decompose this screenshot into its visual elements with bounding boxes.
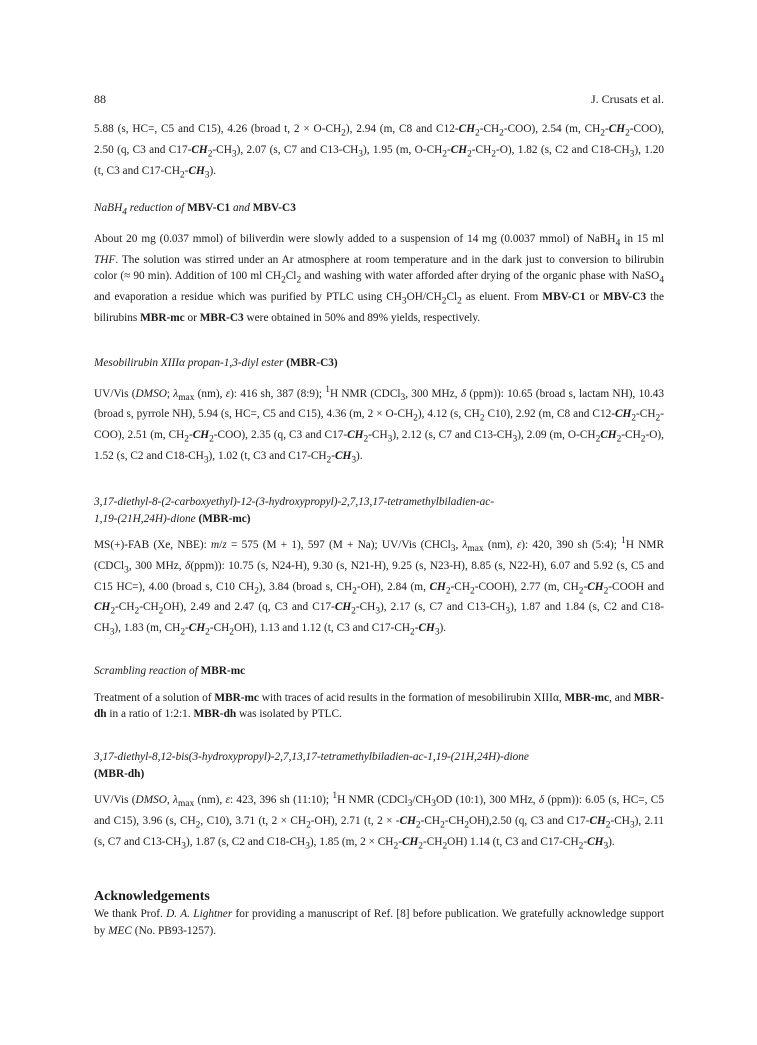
running-head [94, 92, 664, 107]
page-number: 88 [94, 92, 106, 106]
section-heading: NaBH$_4$ reduction of MBV-C1 and MBV-C3 [94, 202, 296, 218]
nmr-continuation-paragraph: 5.88 (s, HC=, C5 and C15), 4.26 (broad t, $2 \times O-CH_2$), 2.94 (m, C8 and $C12-CH_2-CH_2-COO$), 2.54 (m, $CH_2-CH_2-COO$), 2.50 (q, C3 and $C17-CH_2-CH_3$), 2.07 (s, C7 and $C13-CH_3$), 1.95 (m, $O-CH_2-CH_2-CH_2-O$), 1.82 (s, C2 and $C18-CH_3$), 1.20 (t, C3 and $C17-CH_2-CH_3$). [94, 123, 664, 180]
section-heading: Mesobilirubin XIIIα propan-1,3-diyl ester (MBR-C3) [94, 357, 338, 369]
section-heading: 3,17-diethyl-8,12-bis(3-hydroxypropyl)-2,7,13,17-tetramethylbiladien-ac-1,19-(21H,24H)-dione (MBR-dh) [94, 751, 529, 780]
section-nabh4-reduction [94, 200, 664, 327]
section-body: MS(+)-FAB (Xe, NBE): m/z = 575 (M + 1), 597 (M + Na); UV/Vis (CHCl$_3$, $\lambda_{max}$ (nm), ε): 420, 390 sh (5:4); $^1$H NMR (CDCl$_3$, 300 MHz, δ(ppm)): 10.75 (s, N24-H), 9.30 (s, N21-H), 9.25 (s, N23-H), 8.85 (s, N22-H), 6.07 and 5.92 (s, C5 and C15 HC=), 4.00 (broad s, C10 $CH_2$), 3.84 (broad s, $CH_2-OH$), 2.84 (m, $CH_2-CH_2-COOH$), 2.77 (m, $CH_2-CH_2$-COOH and $CH_2-CH_2-CH_2OH$), 2.49 and 2.47 (q, C3 and $C17-CH_2-CH_3$), 2.17 (s, C7 and $C13-CH_3$), 1.87 and 1.84 (s, C2 and $C18-CH_3$), 1.83 (m, $CH_2-CH_2-CH_2OH$), 1.13 and 1.12 (t, C3 and $C17-CH_2-CH_3$). [94, 536, 664, 638]
acknowledgements-title: Acknowledgements [94, 889, 210, 904]
section-body: About 20 mg (0.037 mmol) of biliverdin were slowly added to a suspension of 14 mg (0.0037 mmol) of NaBH$_4$ in 15 ml THF. The solution was stirred under an Ar atmosphere at room temperature and in the dark just to conversion to bilirubin color (≈ 90 min). Addition of 100 ml $CH_2Cl_2$ and washing with water afforded after drying of the organic phase with NaSO$_4$ and evaporation a residue which was purified by PTLC using $CH_3OH/CH_2Cl_2$ as eluent. From MBV-C1 or MBV-C3 the bilirubins MBR-mc or MBR-C3 were obtained in 50% and 89% yields, respectively. [94, 232, 665, 324]
section-heading: Scrambling reaction of MBR-mc [94, 665, 246, 677]
section-mbr-c3 [94, 355, 664, 469]
running-head-authors: J. Crusats et al. [591, 92, 664, 106]
acknowledgements-body: We thank Prof. D. A. Lightner for providing a manuscript of Ref. [8] before publication. We gratefully acknowledge support by MEC (No. PB93-1257). [94, 908, 664, 937]
section-body: Treatment of a solution of MBR-mc with traces of acid results in the formation of mesobilirubin XIIIα, MBR-mc, and MBR-dh in a ratio of 1:2:1. MBR-dh was isolated by PTLC. [94, 691, 664, 721]
acknowledgements-section [94, 888, 664, 939]
section-body: UV/Vis (DMSO, $\lambda_{max}$ (nm), ε: 423, 396 sh (11:10); $^1$H NMR ($CDCl_3/CH_3OD$ (10:1), 300 MHz, δ (ppm)): 6.05 (s, HC=, C5 and C15), 3.96 (s, $CH_2$, C10), 3.71 (t, $2 \times CH_2-OH$), 2.71 (t, $2 \times -CH_2-CH_2-CH_2OH),2.50$ (q, C3 and $C17-CH_2-CH_3$), 2.11 (s, C7 and $C13-CH_3$), 1.87 (s, C2 and $C18-CH_3$), 1.85 (m, $2 \times CH_2-CH_2-CH_2OH$) 1.14 (t, C3 and $C17-CH_2-CH_3$). [94, 791, 664, 851]
section-scrambling-reaction [94, 663, 664, 723]
section-heading: 3,17-diethyl-8-(2-carboxyethyl)-12-(3-hydroxypropyl)-2,7,13,17-tetramethylbiladien-ac- 1,19-(21H,24H)-dione (MBR-mc) [94, 496, 495, 525]
section-mbr-mc [94, 494, 664, 641]
section-body: UV/Vis (DMSO; $\lambda_{max}$ (nm), ε): 416 sh, 387 (8:9); $^1$H NMR (CDCl$_3$, 300 MHz, δ (ppm)): 10.65 (broad s, lactam NH), 10.43 (broad s, pyrrole NH), 5.94 (s, HC=, C5 and C15), 4.36 (m, $2 \times O-CH_2$), 4.12 (s, $CH_2$ C10), 2.92 (m, C8 and $C12-CH_2-CH_2-COO$), 2.51 (m, $CH_2-CH_2-COO$), 2.35 (q, C3 and $C17-CH_2-CH_3$), 2.12 (s, C7 and $C13-CH_3$), 2.09 (m, $O-CH_2CH_2-CH_2-O$), 1.52 (s, C2 and $C18-CH_3$), 1.02 (t, C3 and $C17-CH_2-CH_3$). [94, 384, 664, 466]
section-mbr-dh [94, 749, 664, 854]
